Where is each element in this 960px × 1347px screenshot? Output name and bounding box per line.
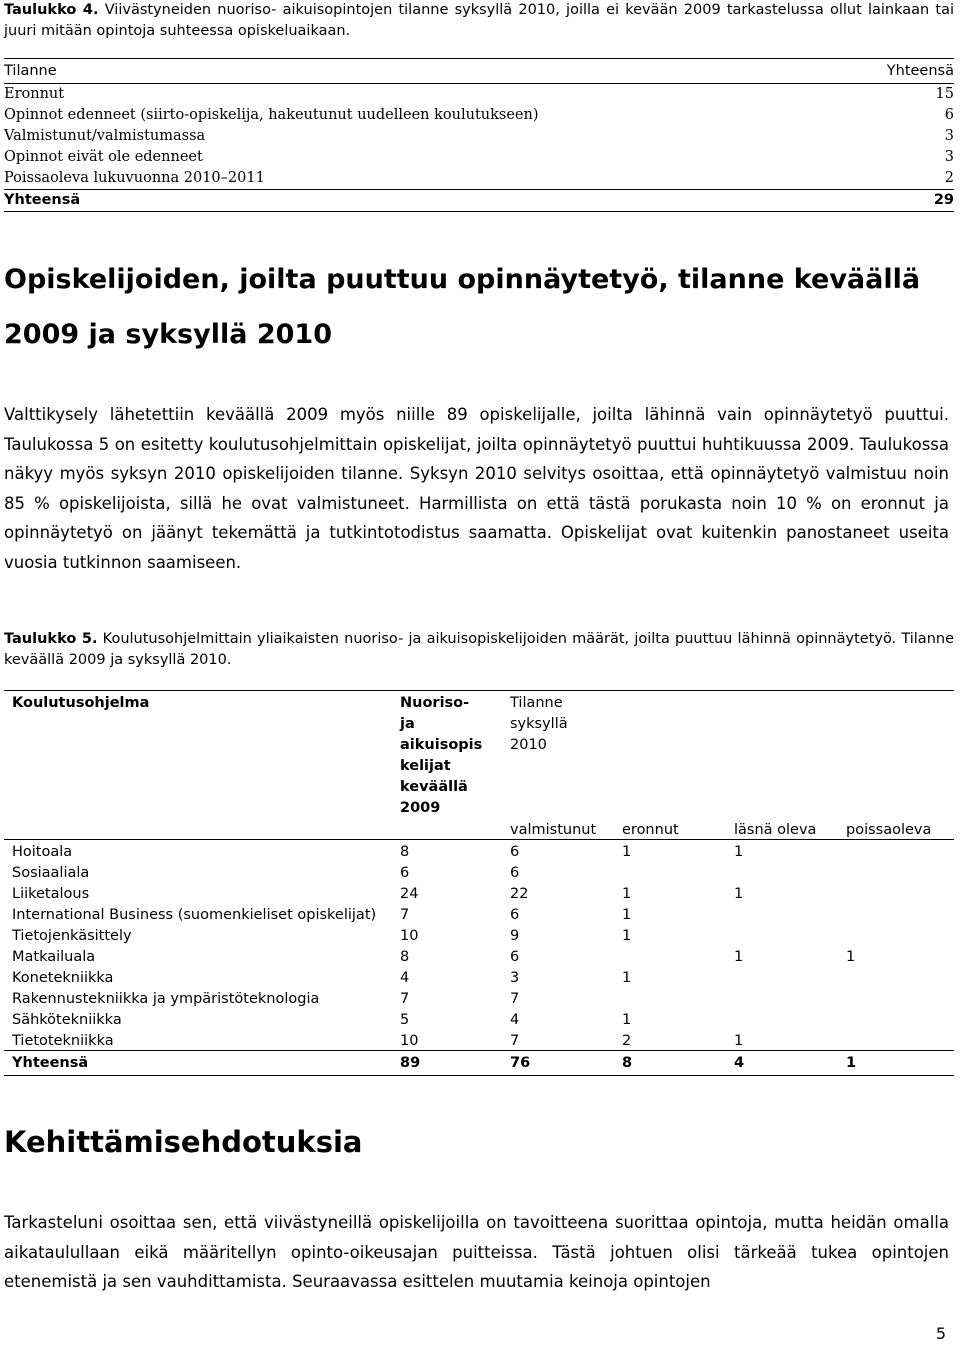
table5-cell-valmistunut: 7 (510, 991, 520, 1007)
table5-header-students (400, 693, 482, 819)
table5-header-status-1: Tilanne (510, 695, 563, 711)
table5-sub-eronnut: eronnut (622, 822, 679, 838)
section-heading-development (4, 1116, 954, 1168)
table5-header-students-1: Nuoriso- (400, 695, 470, 711)
table4-row-value: 6 (944, 107, 954, 123)
table5-cell-students: 7 (400, 991, 410, 1007)
table5-cell-valmistunut: 6 (510, 865, 520, 881)
table4-row (4, 105, 954, 126)
table5-sub-poissa: poissaoleva (846, 822, 932, 838)
table4-row-value: 3 (944, 128, 954, 144)
table5-cell-students: 10 (400, 928, 419, 944)
table5-cell-students: 6 (400, 865, 410, 881)
table5-cell-program: Hoitoala (12, 844, 73, 860)
table5-header-students-2: ja (400, 716, 415, 732)
table5-total-students: 89 (400, 1055, 421, 1071)
table5-cell-lasna: 1 (734, 949, 744, 965)
table5-cell-eronnut: 1 (622, 1012, 632, 1028)
table5-cell-program: Matkailuala (12, 949, 96, 965)
page-number: 5 (935, 1324, 946, 1343)
table5-caption-label: Taulukko 5. (4, 631, 98, 647)
table4-row (4, 84, 954, 105)
table5-total-poissa: 1 (846, 1055, 857, 1071)
table5-cell-program: Rakennustekniikka ja ympäristöteknologia (12, 991, 320, 1007)
table5-header-students-6: 2009 (400, 800, 441, 816)
table4-row-label: Opinnot eivät ole edenneet (4, 149, 203, 165)
table5-header-status-2: syksyllä (510, 716, 568, 732)
table5-cell-students: 7 (400, 907, 410, 923)
section-heading-thesis-2 (4, 309, 954, 361)
table5-cell-lasna: 1 (734, 1033, 744, 1049)
section-heading-line2: 2009 ja syksyllä 2010 (4, 319, 332, 350)
table4-row-value: 3 (944, 149, 954, 165)
table5-cell-poissa: 1 (846, 949, 856, 965)
table5-cell-students: 8 (400, 949, 410, 965)
table5-cell-program: Tietojenkäsittely (12, 928, 132, 944)
table5-cell-lasna: 1 (734, 844, 744, 860)
table5-bottom-rule (4, 1075, 954, 1076)
table5-cell-valmistunut: 6 (510, 844, 520, 860)
table5-cell-lasna: 1 (734, 886, 744, 902)
table4-row (4, 168, 954, 189)
table5-cell-eronnut: 1 (622, 886, 632, 902)
table5-top-rule (4, 690, 954, 691)
table4-header-col1: Tilanne (4, 63, 57, 79)
table5-cell-program: Sosiaaliala (12, 865, 90, 881)
table5-cell-students: 8 (400, 844, 410, 860)
table5-cell-students: 5 (400, 1012, 410, 1028)
table5-cell-students: 24 (400, 886, 419, 902)
table5-cell-program: Tietotekniikka (12, 1033, 114, 1049)
table4-row-value: 15 (935, 86, 954, 102)
section2-heading: Kehittämisehdotuksia (4, 1125, 363, 1159)
table4-header-col2: Yhteensä (886, 63, 954, 79)
table5-total-lasna: 4 (734, 1055, 745, 1071)
table4-row-label: Opinnot edenneet (siirto-opiskelija, hakeutunut uudelleen koulutukseen) (4, 107, 539, 123)
table4-total-value: 29 (933, 192, 954, 208)
table5-cell-program: Konetekniikka (12, 970, 114, 986)
table4-row-label: Poissaoleva lukuvuonna 2010–2011 (4, 170, 265, 186)
table5-caption-text: Koulutusohjelmittain yliaikaisten nuoriso- ja aikuisopiskelijoiden määrät, joilta puuttuu lähinnä opinnäytetyö. Tilanne keväällä 2009 ja syksyllä 2010. (4, 631, 954, 668)
table5-cell-students: 10 (400, 1033, 419, 1049)
table5-cell-eronnut: 1 (622, 970, 632, 986)
table5-header-status (510, 693, 568, 756)
table5-cell-valmistunut: 3 (510, 970, 520, 986)
table5-total-eronnut: 8 (622, 1055, 633, 1071)
table4 (4, 58, 954, 212)
table5-cell-students: 4 (400, 970, 410, 986)
table5-cell-valmistunut: 7 (510, 1033, 520, 1049)
table5-sub-valmistunut: valmistunut (510, 822, 597, 838)
table5-cell-valmistunut: 6 (510, 907, 520, 923)
table5-header-students-5: keväällä (400, 779, 468, 795)
table5-cell-program: Liiketalous (12, 886, 90, 902)
section1-paragraph: Valttikysely lähetettiin keväällä 2009 myös niille 89 opiskelijalle, joilta lähinnä vain opinnäytetyö puuttui. Taulukossa 5 on esitetty koulutusohjelmittain opiskelijat, joilta opinnäytetyö puuttui huhtikuussa 2009. Taulukossa näkyy myös syksyn 2010 opiskelijoiden tilanne. Syksyn 2010 selvitys osoittaa, että opinnäytetyö valmistuu noin 85 % opiskelijoista, sillä he ovat valmistuneet. Harmillista on että tästä porukasta noin 10 % on eronnut ja opinnäytetyö on jäänyt tekemättä ja tutkintotodistus saamatta. Opiskelijat ovat kuitenkin panostaneet useita vuosia tutkinnon saamiseen. (4, 405, 949, 572)
table4-caption-label: Taulukko 4. (4, 2, 99, 18)
table5-sub-lasna: läsnä oleva (734, 822, 817, 838)
table5-header-status-3: 2010 (510, 737, 547, 753)
table4-total-label: Yhteensä (4, 192, 81, 208)
table5-cell-program: International Business (suomenkieliset opiskelijat) (12, 907, 377, 923)
table4-row (4, 147, 954, 168)
table5-cell-valmistunut: 22 (510, 886, 529, 902)
table4-row-label: Valmistunut/valmistumassa (4, 128, 206, 144)
table4-caption (4, 0, 954, 42)
table5-cell-eronnut: 2 (622, 1033, 632, 1049)
table5-caption (4, 629, 954, 671)
table5-cell-program: Sähkötekniikka (12, 1012, 122, 1028)
table4-row (4, 126, 954, 147)
table5-cell-valmistunut: 4 (510, 1012, 520, 1028)
table4-caption-text: Viivästyneiden nuoriso- aikuisopintojen tilanne syksyllä 2010, joilla ei kevään 2009 tarkastelussa ollut lainkaan tai juuri mitään opintoja suhteessa opiskeluaikaan. (4, 2, 954, 39)
table5-header-program: Koulutusohjelma (12, 695, 150, 711)
table5-cell-eronnut: 1 (622, 844, 632, 860)
section-heading-thesis (4, 254, 954, 306)
section-heading-line1: Opiskelijoiden, joilta puuttuu opinnäytetyö, tilanne keväällä (4, 264, 921, 295)
table5-cell-valmistunut: 9 (510, 928, 520, 944)
section2-paragraph: Tarkasteluni osoittaa sen, että viivästyneillä opiskelijoilla on tavoitteena suorittaa opintoja, mutta heidän omalla aikataulullaan eikä määritellyn opinto-oikeusajan puitteissa. Tästä johtuen olisi tärkeää tukea opintojen etenemistä ja sen vauhdittamista. Seuraavassa esittelen muutamia keinoja opintojen (4, 1213, 949, 1291)
table5-total-rule-top (4, 1050, 954, 1051)
table4-header (4, 58, 954, 84)
table5-cell-eronnut: 1 (622, 907, 632, 923)
table5-cell-eronnut: 1 (622, 928, 632, 944)
table4-row-label: Eronnut (4, 86, 65, 102)
table5-header-students-3: aikuisopis (400, 737, 483, 753)
table5-total-program: Yhteensä (12, 1055, 89, 1071)
table5-header-students-4: kelijat (400, 758, 451, 774)
table5-header-rule (4, 839, 954, 840)
table4-total-row (4, 189, 954, 212)
table4-row-value: 2 (944, 170, 954, 186)
table5-cell-valmistunut: 6 (510, 949, 520, 965)
table5-total-valmistunut: 76 (510, 1055, 531, 1071)
